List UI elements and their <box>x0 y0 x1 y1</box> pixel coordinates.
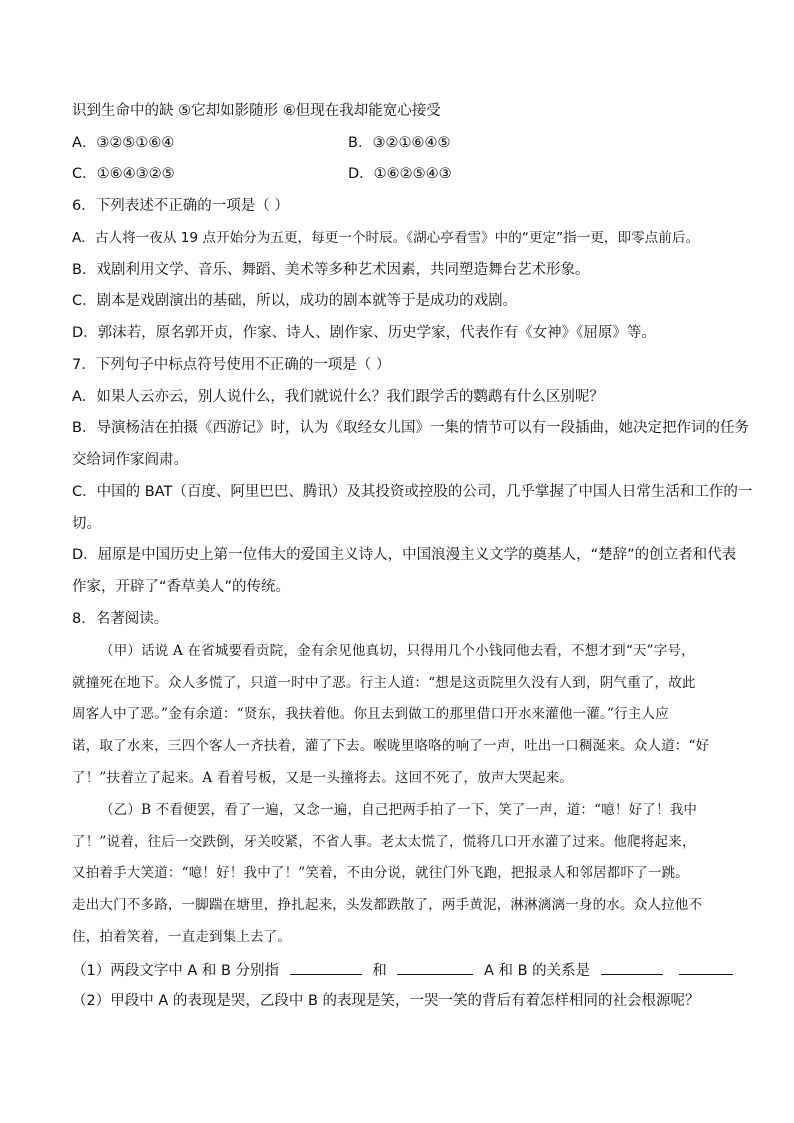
q5-option-b: B．③②①⑥④⑤ <box>348 135 451 151</box>
q7-option-d-line2: 作家，开辟了“香草美人”的传统。 <box>72 579 291 595</box>
passage-jia-line: 周客人中了恶。”金有余道：“贤东，我扶着他。你且去到做工的那里借口开水来灌他一灌。”行主人应 <box>72 706 669 722</box>
q5-option-a: A．③②⑤①⑥④ <box>72 135 175 151</box>
passage-yi-line: 了！”说着，往后一交跌倒，牙关咬紧，不省人事。老太太慌了，慌将几口开水灌了过来。他爬将起来， <box>72 834 696 850</box>
answer-blank-b[interactable] <box>397 959 473 975</box>
passage-jia-line: 就撞死在地下。众人多慌了，只道一时中了恶。行主人道：“想是这贡院里久没有人到，阴气重了，故此 <box>72 675 696 691</box>
answer-blank-relation-1[interactable] <box>601 959 663 975</box>
passage-yi-line: 住，拍着笑着，一直走到集上去了。 <box>72 929 292 945</box>
passage-jia-line: 诺，取了水来，三四个客人一齐扶着，灌了下去。喉咙里咯咯的响了一声，吐出一口稠涎来。众人道：“好 <box>72 738 710 754</box>
q6-option-a: A．古人将一夜从 19 点开始分为五更，每更一个时辰。《湖心亭看雪》中的“更定”指一更，即零点前后。 <box>72 230 700 246</box>
q7-stem: 7．下列句子中标点符号使用不正确的一项是（ ） <box>72 357 391 373</box>
q5-option-c: C．①⑥④③②⑤ <box>72 166 175 182</box>
answer-blank-relation-2[interactable] <box>679 959 733 975</box>
passage-jia-line: 了！”扶着立了起来。A 看着号板，又是一头撞将去。这回不死了，放声大哭起来。 <box>72 770 574 786</box>
q7-option-d-line1: D．屈原是中国历史上第一位伟大的爱国主义诗人，中国浪漫主义文学的奠基人，“楚辞”的创立者和代表 <box>72 547 737 563</box>
q6-option-b: B．戏剧利用文学、音乐、舞蹈、美术等多种艺术因素，共同塑造舞台艺术形象。 <box>72 262 590 278</box>
q5-continuation: 识到生命中的缺 ⑤它却如影随形 ⑥但现在我却能宽心接受 <box>72 103 441 119</box>
answer-blank-a[interactable] <box>290 959 362 975</box>
q7-option-c-line2: 切。 <box>72 516 101 532</box>
q7-option-c-line1: C．中国的 BAT（百度、阿里巴巴、腾讯）及其投资或控股的公司，几乎掌握了中国人日常生活和工作的一 <box>72 484 753 500</box>
subq1-text-relation: A 和 B 的关系是 <box>483 963 591 979</box>
q7-option-a: A．如果人云亦云，别人说什么，我们就说什么？我们跟学舌的鹦鹉有什么区别呢？ <box>72 389 604 405</box>
passage-jia-line: （甲）话说 A 在省城要看贡院，金有余见他真切，只得用几个小钱同他去看，不想才到“天”字号， <box>100 643 695 659</box>
q7-option-b-line1: B．导演杨洁在拍摄《西游记》时，认为《取经女儿国》一集的情节可以有一段插曲，她决定把作词的任务 <box>72 420 749 436</box>
passage-yi-line: 又拍着手大笑道：“噫！好！我中了！”笑着，不由分说，就往门外飞跑，把报录人和邻居都吓了一跳。 <box>72 865 690 881</box>
passage-yi-line: （乙）B 不看便罢，看了一遍，又念一遍，自己把两手拍了一下，笑了一声，道：“噫！好了！我中 <box>100 802 698 818</box>
q6-option-d: D．郭沫若，原名郭开贞，作家、诗人、剧作家、历史学家，代表作有《女神》《屈原》等。 <box>72 325 656 341</box>
q8-stem: 8．名著阅读。 <box>72 611 169 627</box>
q5-option-d: D．①⑥②⑤④③ <box>348 166 452 182</box>
q8-subquestion-1 <box>72 959 732 981</box>
passage-yi-line: 走出大门不多路，一脚踹在塘里，挣扎起来，头发都跌散了，两手黄泥，淋淋漓漓一身的水。众人拉他不 <box>72 897 703 913</box>
subq1-text-a: （1）两段文字中 A 和 B 分别指 <box>72 963 280 979</box>
q7-option-b-line2: 交给词作家阎肃。 <box>72 452 188 468</box>
subq1-text-and: 和 <box>372 963 387 979</box>
q6-option-c: C．剧本是戏剧演出的基础，所以，成功的剧本就等于是成功的戏剧。 <box>72 293 518 309</box>
q6-stem: 6．下列表述不正确的一项是（ ） <box>72 198 289 214</box>
q8-subquestion-2: （2）甲段中 A 的表现是哭，乙段中 B 的表现是笑，一哭一笑的背后有着怎样相同的社会根源呢？ <box>72 993 700 1009</box>
